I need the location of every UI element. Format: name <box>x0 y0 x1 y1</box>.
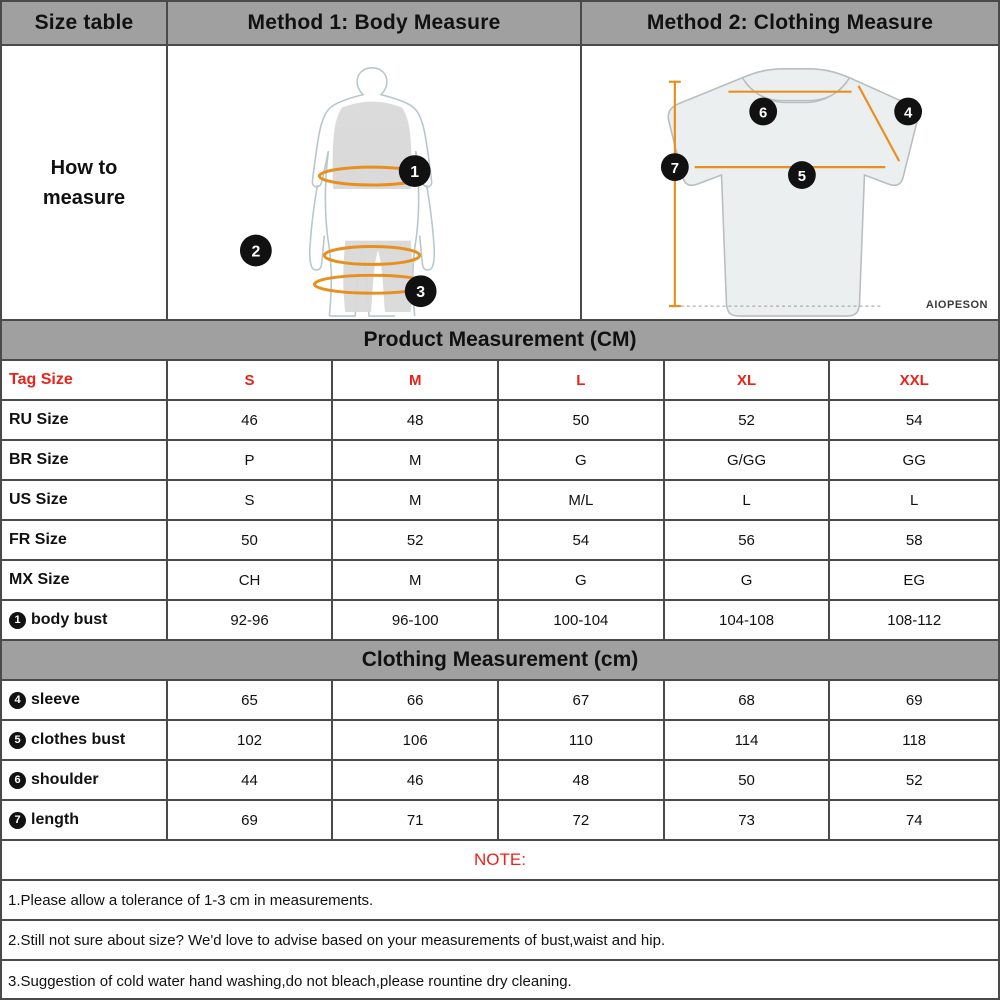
cell: 100-104 <box>499 601 665 639</box>
body-marker-2 <box>240 235 272 267</box>
header-size-table: Size table <box>2 2 168 44</box>
svg-text:4: 4 <box>903 105 913 122</box>
size-col-l: L <box>499 361 665 399</box>
svg-text:3: 3 <box>416 284 426 302</box>
cell: 46 <box>333 761 499 799</box>
brand-watermark: AIOPESON <box>925 299 988 311</box>
cell: 66 <box>333 681 499 719</box>
table-row <box>2 721 998 761</box>
marker-7-icon: 7 <box>9 812 26 829</box>
cell: 56 <box>665 521 831 559</box>
size-col-xxl: XXL <box>899 371 929 389</box>
body-marker-1 <box>399 155 431 187</box>
svg-text:7: 7 <box>670 161 679 178</box>
size-col-m: M <box>333 361 499 399</box>
row-label: FR Size <box>2 521 168 559</box>
cell: 110 <box>499 721 665 759</box>
cell: 71 <box>333 801 499 839</box>
table-row <box>2 801 998 841</box>
section-clothing-measurement: Clothing Measurement (cm) <box>2 641 998 681</box>
marker-6-icon: 6 <box>9 772 26 789</box>
shirt-marker-4 <box>894 98 922 126</box>
cell: 65 <box>168 681 334 719</box>
cell: 54 <box>499 521 665 559</box>
table-header-row <box>2 361 998 401</box>
cell: 58 <box>905 531 923 549</box>
clothing-measure-figure <box>582 46 998 319</box>
cell: 118 <box>902 731 927 749</box>
cell: M <box>333 481 499 519</box>
cell: 48 <box>499 761 665 799</box>
cell: 50 <box>499 401 665 439</box>
cell: 52 <box>333 521 499 559</box>
cell: M <box>333 561 499 599</box>
cell: 73 <box>665 801 831 839</box>
cell: G <box>499 561 665 599</box>
cell: 52 <box>665 401 831 439</box>
cell: 108-112 <box>887 611 942 629</box>
svg-text:1: 1 <box>410 164 420 182</box>
svg-text:6: 6 <box>759 105 768 122</box>
cell: 102 <box>168 721 334 759</box>
size-col-s: S <box>168 361 334 399</box>
row-label: US Size <box>2 481 168 519</box>
table-row <box>2 521 998 561</box>
cell: 52 <box>905 771 923 789</box>
cell: 114 <box>665 721 831 759</box>
cell: 50 <box>168 521 334 559</box>
row-label: RU Size <box>2 401 168 439</box>
note-line-3: 3.Suggestion of cold water hand washing,do not bleach,please rountine dry cleaning. <box>8 972 572 990</box>
cell: G/GG <box>665 441 831 479</box>
cell: 54 <box>905 411 923 429</box>
note-title: NOTE: <box>2 841 998 881</box>
cell: P <box>168 441 334 479</box>
row-label: 7 length <box>2 801 168 839</box>
row-label: 5 clothes bust <box>2 721 168 759</box>
cell: G <box>499 441 665 479</box>
cell: EG <box>903 571 926 589</box>
table-row <box>2 481 998 521</box>
table-row <box>2 761 998 801</box>
cell: M <box>333 441 499 479</box>
header-method-2: Method 2: Clothing Measure <box>646 11 934 34</box>
cell: 46 <box>168 401 334 439</box>
section-product-measurement: Product Measurement (CM) <box>2 321 998 361</box>
cell: 104-108 <box>665 601 831 639</box>
cell: 67 <box>499 681 665 719</box>
cell: L <box>910 491 919 509</box>
body-measure-figure <box>168 46 582 319</box>
shirt-marker-6 <box>749 98 777 126</box>
cell: 106 <box>333 721 499 759</box>
cell: 72 <box>499 801 665 839</box>
illustration-row <box>2 46 998 321</box>
body-marker-3 <box>405 275 437 307</box>
shirt-marker-5 <box>788 161 816 189</box>
row-label: MX Size <box>2 561 168 599</box>
note-line-2: 2.Still not sure about size? We'd love to advise based on your measurements of bust,waist and hip. <box>2 921 998 961</box>
cell: GG <box>902 451 926 469</box>
cell: CH <box>168 561 334 599</box>
header-method-1: Method 1: Body Measure <box>168 2 582 44</box>
table-row <box>2 561 998 601</box>
table-row <box>2 601 998 641</box>
tag-size-label: Tag Size <box>2 361 168 399</box>
shirt-marker-7 <box>661 153 689 181</box>
cell: 68 <box>665 681 831 719</box>
cell: 74 <box>905 811 923 829</box>
cell: 44 <box>168 761 334 799</box>
cell: 69 <box>905 691 923 709</box>
cell: 92-96 <box>168 601 334 639</box>
table-row <box>2 401 998 441</box>
marker-1-icon: 1 <box>9 612 26 629</box>
svg-text:5: 5 <box>797 169 807 186</box>
cell: M/L <box>499 481 665 519</box>
table-row <box>2 441 998 481</box>
row-label: BR Size <box>2 441 168 479</box>
cell: L <box>665 481 831 519</box>
row-label: 1 body bust <box>2 601 168 639</box>
how-to-measure-label <box>2 46 168 319</box>
row-label: 6 shoulder <box>2 761 168 799</box>
cell: 48 <box>333 401 499 439</box>
cell: 96-100 <box>333 601 499 639</box>
cell: S <box>168 481 334 519</box>
body-figure-svg <box>168 46 580 319</box>
marker-5-icon: 5 <box>9 732 26 749</box>
cell: 50 <box>665 761 831 799</box>
cell: G <box>665 561 831 599</box>
shirt-figure-svg <box>582 46 998 319</box>
marker-4-icon: 4 <box>9 692 26 709</box>
row-label: 4 sleeve <box>2 681 168 719</box>
cell: 69 <box>168 801 334 839</box>
shirt-body <box>668 69 917 316</box>
how-to-measure-text: How to measure <box>42 156 126 209</box>
chart-header-row <box>2 2 998 46</box>
table-row <box>2 681 998 721</box>
svg-text:2: 2 <box>251 243 261 261</box>
size-col-xl: XL <box>665 361 831 399</box>
note-line-1: 1.Please allow a tolerance of 1-3 cm in measurements. <box>2 881 998 921</box>
